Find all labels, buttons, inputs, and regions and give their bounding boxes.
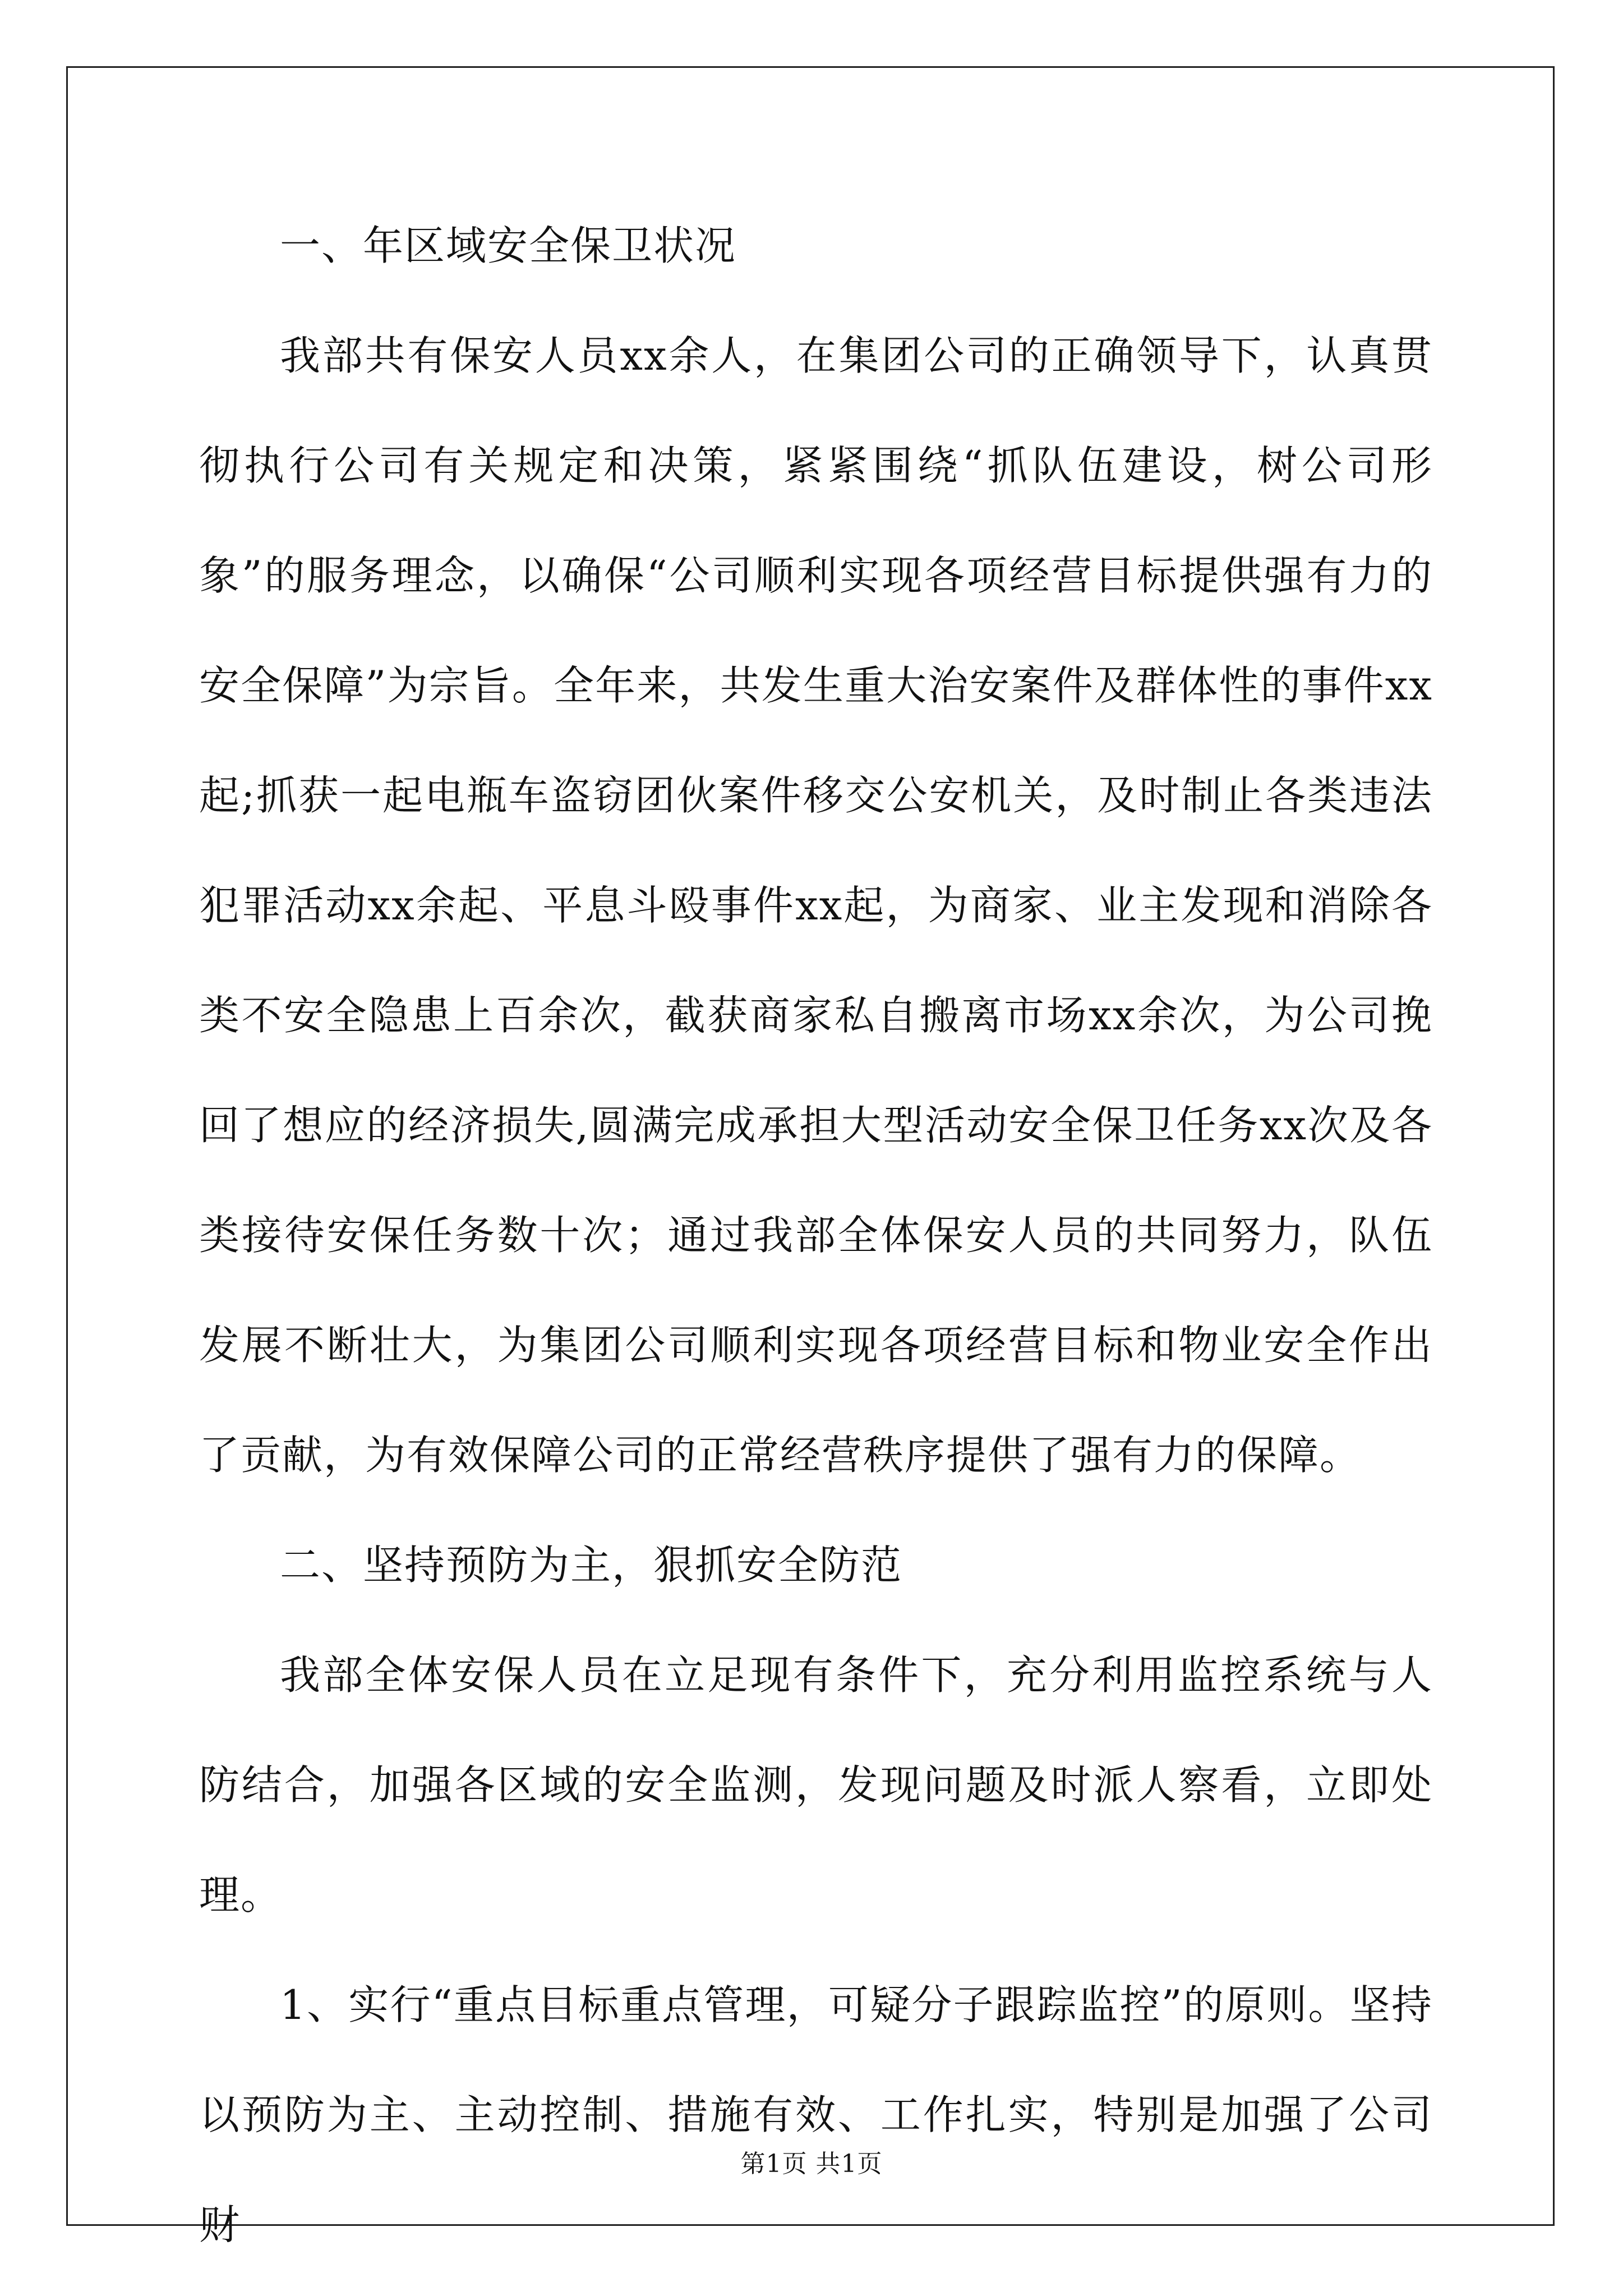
page-footer: 第1页 共1页 (740, 2150, 883, 2178)
section-heading-1: 一、年区域安全保卫状况 (280, 222, 737, 269)
body-paragraph-2: 我部全体安保人员在立足现有条件下，充分利用监控系统与人防结合，加强各区域的安全监测，发现问题及时派人察看，立即处理。 (199, 1651, 1433, 1918)
body-paragraph-3: 1、实行“重点目标重点管理，可疑分子跟踪监控”的原则。坚持以预防为主、主动控制、措施有效、工作扎实，特别是加强了公司财 (199, 1981, 1433, 2248)
body-paragraph-1: 我部共有保安人员xx余人，在集团公司的正确领导下，认真贯彻执行公司有关规定和决策，紧紧围绕“抓队伍建设，树公司形象”的服务理念，以确保“公司顺利实现各项经营目标提供强有力的安全保障”为宗旨。全年来，共发生重大治安案件及群体性的事件xx起;抓获一起电瓶车盗窃团伙案件移交公安机关，及时制止各类违法犯罪活动xx余起、平息斗殴事件xx起，为商家、业主发现和消除各类不安全隐患上百余次，截获商家私自搬离市场xx余次，为公司挽回了想应的经济损失,圆满完成承担大型活动安全保卫任务xx次及各类接待安保任务数十次；通过我部全体保安人员的共同努力，队伍发展不断壮大，为集团公司顺利实现各项经营目标和物业安全作出了贡献，为有效保障公司的正常经营秩序提供了强有力的保障。 (199, 332, 1433, 1479)
document-body (199, 191, 1433, 2280)
section-heading-2: 二、坚持预防为主，狠抓安全防范 (280, 1542, 903, 1589)
